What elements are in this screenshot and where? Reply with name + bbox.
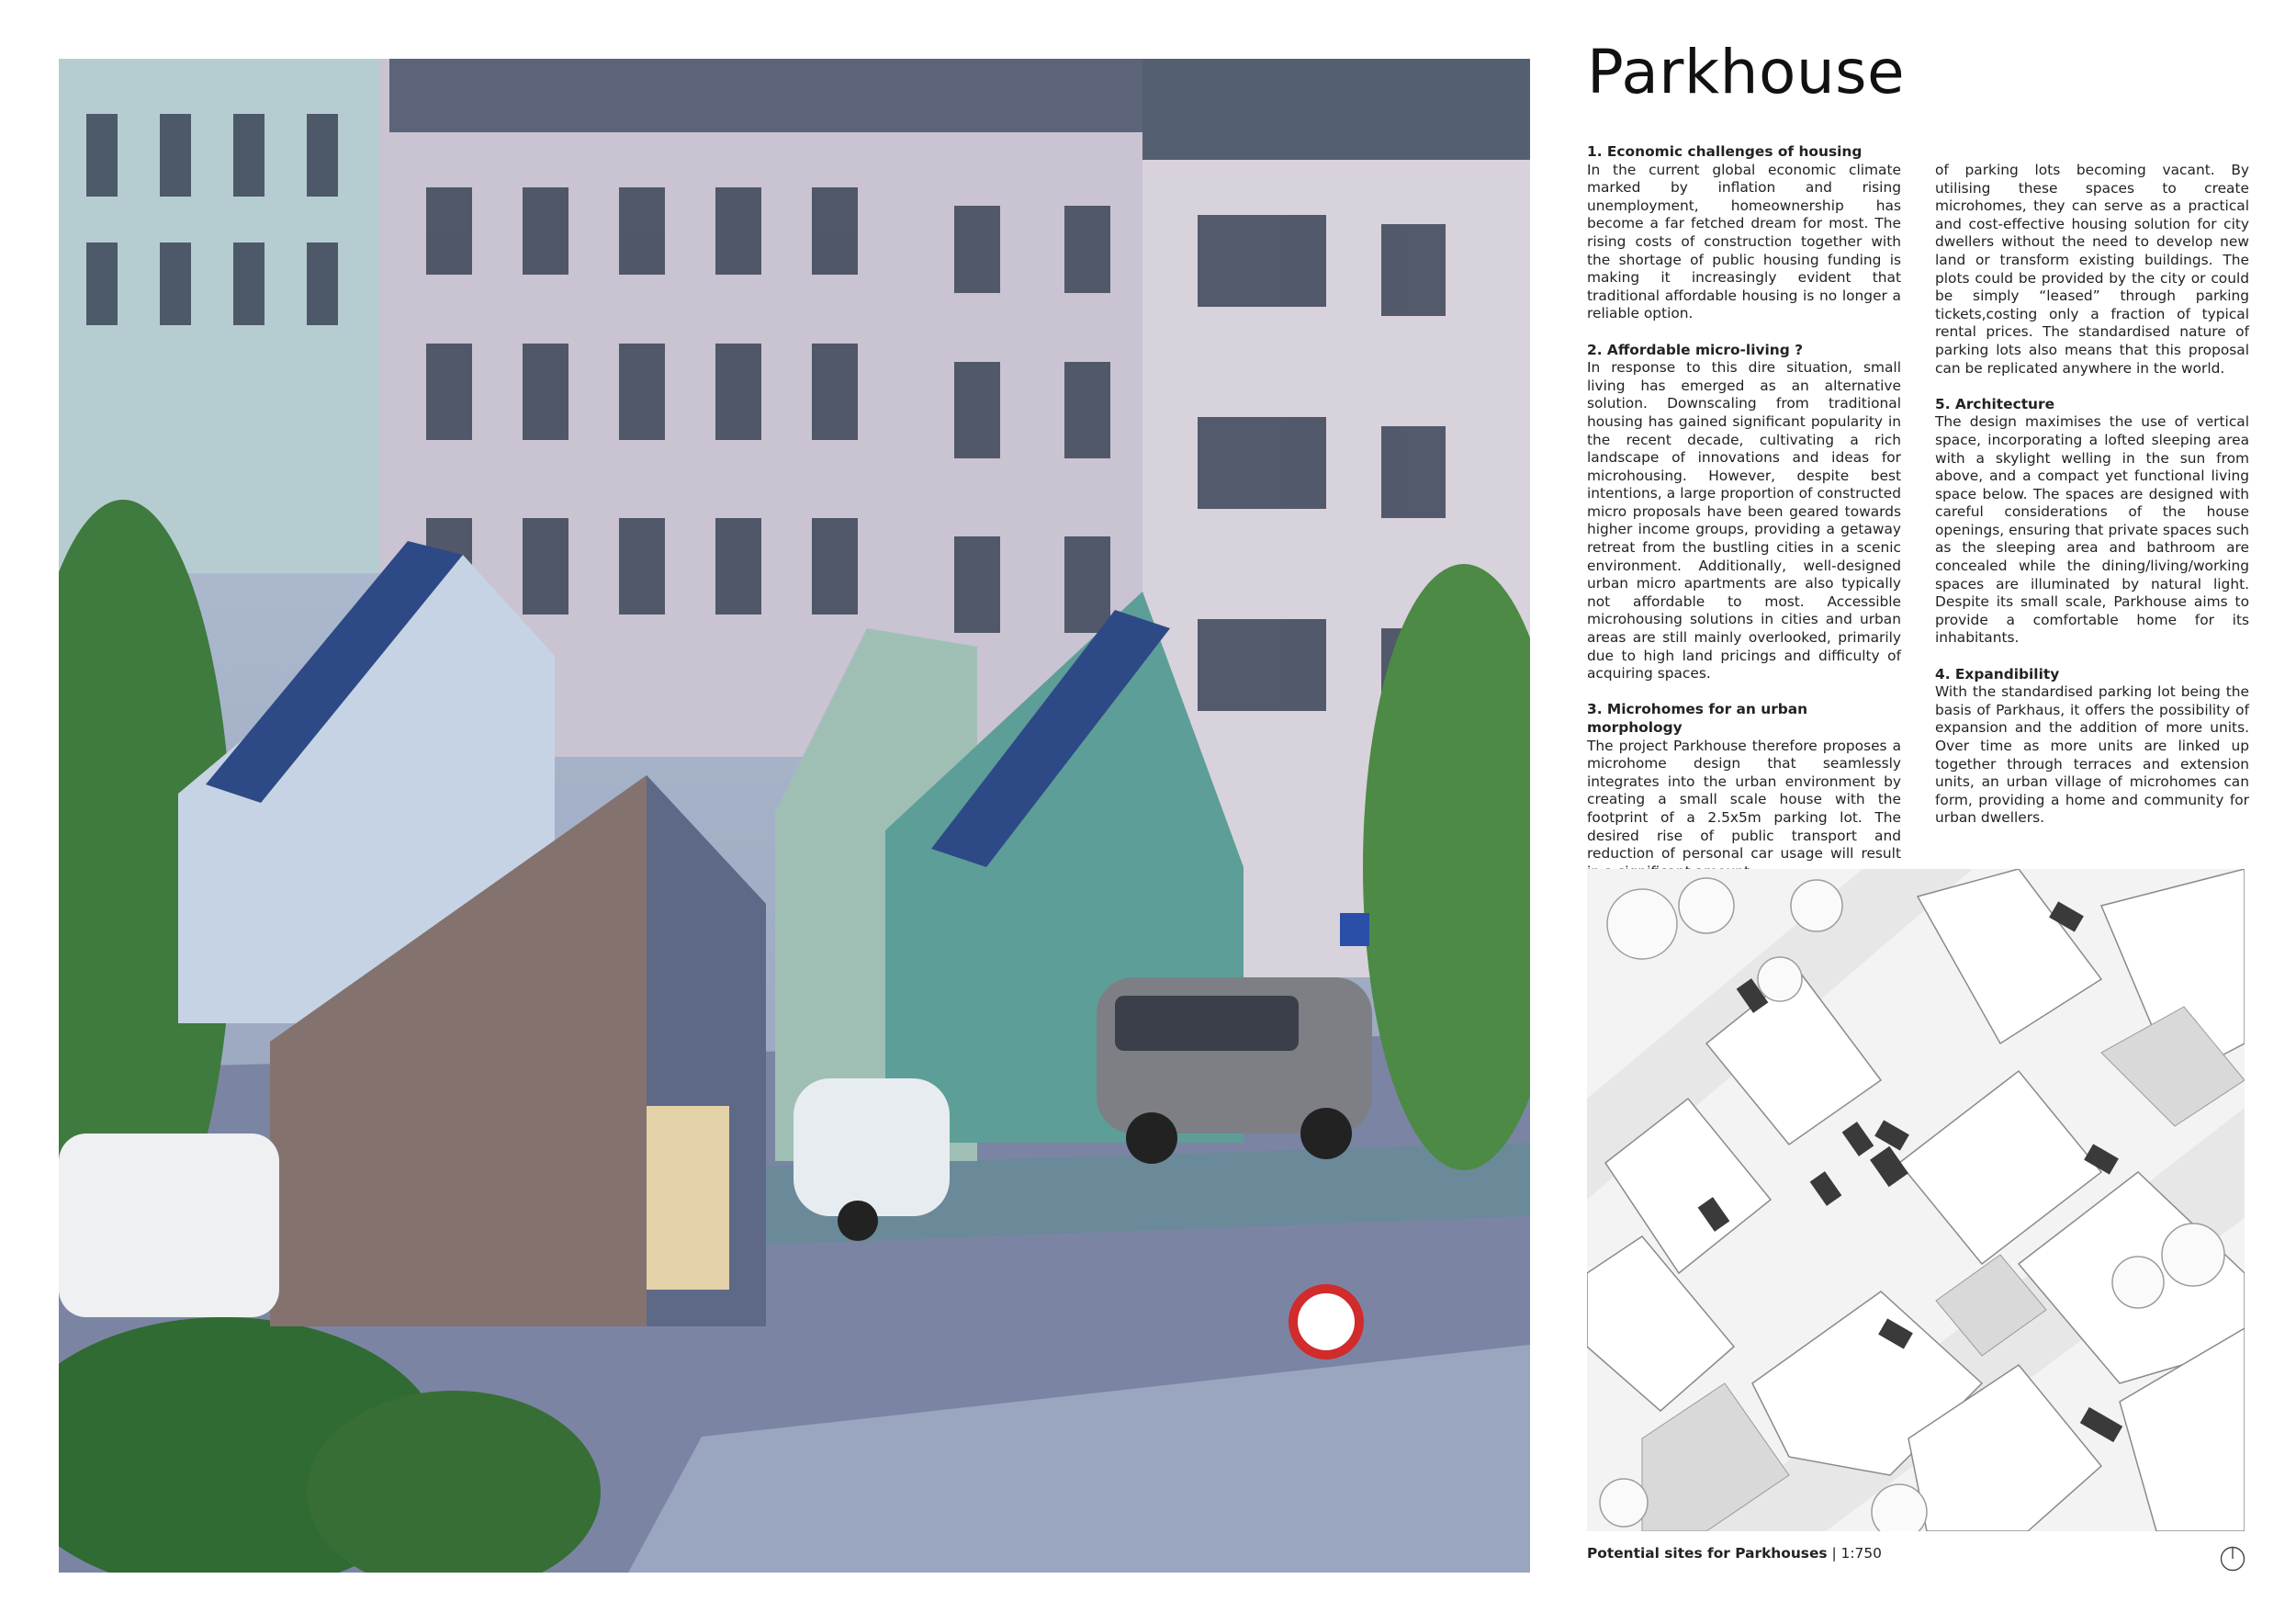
hero-rendering	[59, 59, 1530, 1573]
section-heading: 3. Microhomes for an urban morphology	[1587, 701, 1808, 736]
section-microhomes-urban	[1587, 701, 1901, 881]
section-economic-challenges	[1587, 143, 1901, 323]
section-heading: 2. Affordable micro-living ?	[1587, 341, 1804, 358]
section-heading: 1. Economic challenges of housing	[1587, 143, 1863, 160]
caption-separator: |	[1827, 1545, 1841, 1562]
text-column-left	[1587, 143, 1901, 899]
section-body: In the current global economic climate marked by inflation and rising unemployment, homeownership has become a far fetched dream for most. The rising costs of construction together with the shortage of public housing funding is making it increasingly evident that traditional affordable housing is no longer a reliable option.	[1587, 161, 1901, 322]
caption-scale: 1:750	[1840, 1545, 1882, 1562]
text-column-right	[1935, 162, 2249, 846]
section-affordable-micro-living	[1587, 342, 1901, 683]
map-caption	[1587, 1545, 1882, 1562]
section-body: The design maximises the use of vertical space, incorporating a lofted sleeping area with a skylight welling in the sun from above, and a compact yet functional living space below. The spaces are designed with careful considerations of the house openings, ensuring that private spaces such as the sleeping area and bathroom are concealed while the dining/living/working spaces are illuminated by natural light. Despite its small scale, Parkhouse aims to provide a comfortable home for its inhabitants.	[1935, 413, 2249, 647]
section-expandibility	[1935, 666, 2249, 828]
section-microhomes-continued	[1935, 162, 2249, 378]
section-body: In response to this dire situation, small living has emerged as an alternative solution. Downscaling from traditional housing has gained significant popularity in the recent decade, cultivating a rich landscape of innovations and ideas for microhousing. However, despite best intentions, a large proportion of constructed micro proposals have been geared towards higher income groups, providing a getaway retreat from the bustling cities in a scenic environment. Additionally, well-designed urban micro apartments are also typically not affordable to most. Accessible microhousing solutions in cities and urban areas are still mainly overlooked, primarily due to high land pricings and difficulty of acquiring spaces.	[1587, 359, 1901, 682]
section-body: of parking lots becoming vacant. By utilising these spaces to create microhomes, they can serve as a practical and cost-effective housing solution for city dwellers without the need to develop new land or transform existing buildings. The plots could be provided by the city or could be simply “leased” through parking tickets,costing only a fraction of typical rental prices. The standardised nature of parking lots also means that this proposal can be replicated anywhere in the world.	[1935, 162, 2249, 377]
site-plan-map	[1587, 869, 2245, 1531]
north-arrow-icon	[2220, 1546, 2245, 1572]
section-body: The project Parkhouse therefore proposes a microhome design that seamlessly integrates into the urban environment by creating a small scale house with the footprint of a 2.5x5m parking lot. The desired rise of public transport and reduction of personal car usage will result	[1587, 737, 1901, 863]
section-architecture	[1935, 396, 2249, 648]
caption-label: Potential sites for Parkhouses	[1587, 1545, 1828, 1562]
page-title: Parkhouse	[1587, 37, 1906, 107]
section-heading: 4. Expandibility	[1935, 665, 2060, 682]
section-heading: 5. Architecture	[1935, 395, 2055, 412]
section-body: With the standardised parking lot being the basis of Parkhaus, it offers the possibility of expansion and the addition of more units. Over time as more units are linked up together through terraces and extension units, an urban village of microhomes can form, providing a home and community for urban dwellers.	[1935, 683, 2249, 827]
